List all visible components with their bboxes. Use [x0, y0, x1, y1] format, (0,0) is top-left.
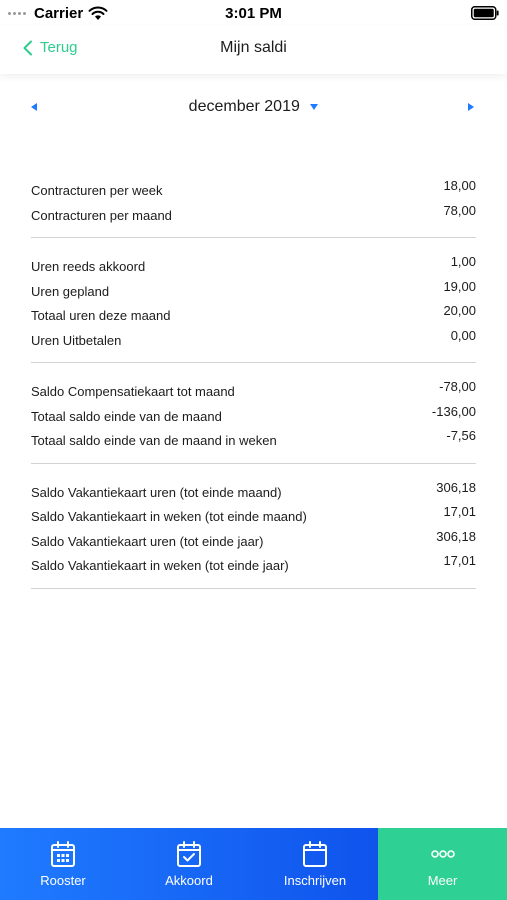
- carrier-label: Carrier: [34, 5, 84, 22]
- list-item: [31, 252, 476, 277]
- row-label: Uren reeds akkoord: [31, 259, 146, 274]
- month-bar: [0, 96, 507, 120]
- row-value: 1,00: [450, 254, 476, 269]
- tab-inschrijven[interactable]: [252, 828, 378, 900]
- row-label: Totaal saldo einde van de maand in weken: [31, 433, 277, 448]
- row-label: Saldo Compensatiekaart tot maand: [31, 384, 235, 399]
- back-label: Terug: [40, 39, 78, 56]
- list-item: [31, 551, 476, 576]
- list-item: [31, 277, 476, 302]
- tab-meer[interactable]: [378, 828, 507, 900]
- row-value: 19,00: [443, 278, 476, 294]
- list-item: [31, 502, 476, 527]
- row-value: 20,00: [443, 303, 476, 318]
- more-dots-icon: [430, 840, 456, 868]
- tab-label: Akkoord: [165, 873, 213, 888]
- row-label: Contracturen per week: [31, 183, 163, 198]
- section-hours: [31, 252, 476, 363]
- list-item: [31, 326, 476, 351]
- tab-akkoord[interactable]: [126, 828, 252, 900]
- tab-label: Inschrijven: [283, 873, 347, 888]
- month-label: december 2019: [188, 98, 300, 115]
- section-compensation: [31, 377, 476, 464]
- row-label: Contracturen per maand: [31, 207, 172, 223]
- tab-bar: [0, 828, 507, 900]
- calendar-grid-icon: [50, 840, 76, 868]
- row-value: -78,00: [439, 379, 476, 394]
- row-value: 0,00: [450, 327, 476, 343]
- row-label: Totaal uren deze maand: [31, 308, 171, 323]
- row-label: Totaal saldo einde van de maand: [31, 408, 222, 424]
- row-label: Saldo Vakantiekaart uren (tot einde jaar): [31, 533, 264, 549]
- page-title: Mijn saldi: [220, 39, 287, 56]
- row-value: -7,56: [446, 428, 476, 443]
- status-time: 3:01 PM: [225, 5, 282, 22]
- caret-down-icon: [310, 104, 318, 110]
- row-label: Saldo Vakantiekaart uren (tot einde maand): [31, 484, 282, 500]
- list-item: [31, 301, 476, 326]
- list-item: [31, 402, 476, 427]
- calendar-check-icon: [176, 840, 202, 868]
- row-value: 306,18: [436, 528, 476, 544]
- list-item: [31, 527, 476, 552]
- list-item: [31, 478, 476, 503]
- row-label: Uren gepland: [31, 283, 110, 299]
- row-label: Saldo Vakantiekaart in weken (tot einde jaar): [31, 558, 289, 573]
- list-item: [31, 176, 476, 201]
- row-value: 306,18: [436, 479, 476, 495]
- row-value: 18,00: [443, 178, 476, 193]
- section-vacation: [31, 478, 476, 589]
- tab-rooster[interactable]: [0, 828, 126, 900]
- tab-label: Meer: [427, 873, 458, 888]
- next-month-button[interactable]: [467, 102, 475, 112]
- row-value: 17,01: [443, 553, 476, 568]
- tab-label: Rooster: [40, 873, 86, 888]
- row-value: 78,00: [443, 202, 476, 218]
- navigation-bar: [0, 26, 507, 74]
- status-bar: [0, 0, 507, 26]
- list-item: [31, 377, 476, 402]
- balances-list: [31, 176, 476, 603]
- row-label: Saldo Vakantiekaart in weken (tot einde maand): [31, 509, 307, 524]
- section-contract-hours: [31, 176, 476, 238]
- row-label: Uren Uitbetalen: [31, 332, 122, 348]
- list-item: [31, 201, 476, 226]
- battery-icon: [471, 6, 499, 20]
- row-value: 17,01: [443, 504, 476, 519]
- calendar-icon: [302, 840, 328, 868]
- list-item: [31, 426, 476, 451]
- month-selector[interactable]: [0, 98, 507, 116]
- row-value: -136,00: [431, 403, 476, 419]
